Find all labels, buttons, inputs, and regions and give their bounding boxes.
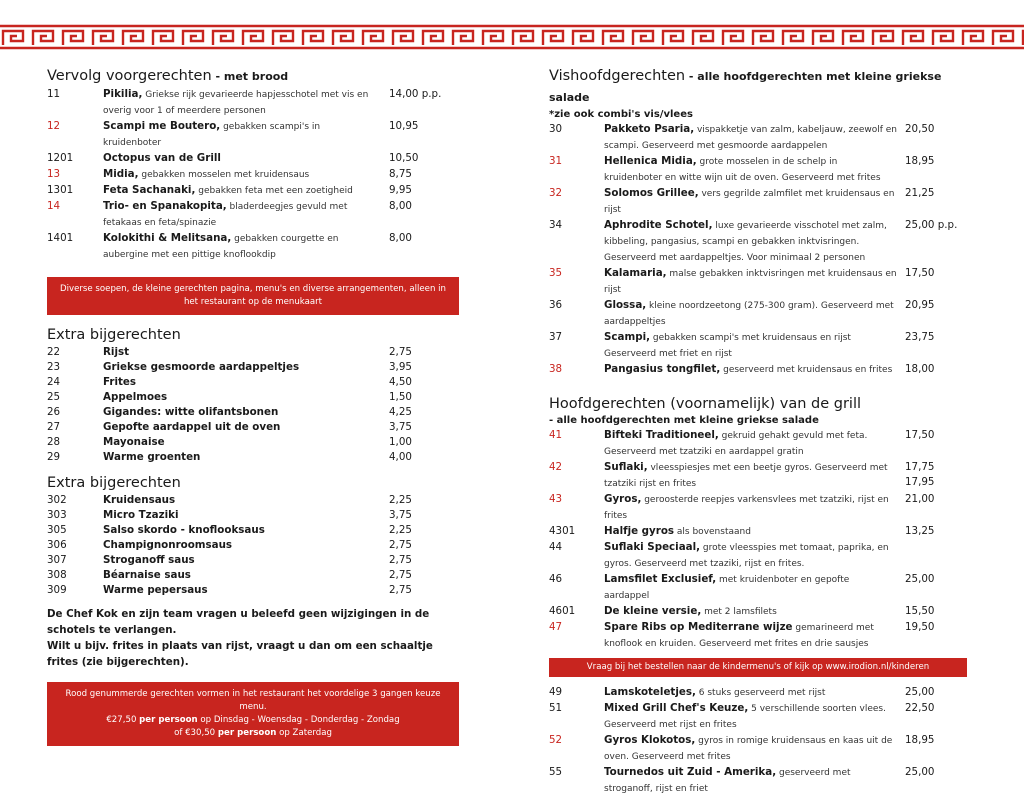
- item-number: 29: [47, 451, 61, 463]
- item-description: gebakken mosselen met kruidensaus: [138, 170, 310, 180]
- item-price: 10,95: [389, 120, 419, 132]
- item-price: 1,00: [389, 436, 412, 448]
- item-number: 14: [47, 200, 61, 212]
- menu-item: [47, 405, 459, 420]
- menu-item: [47, 231, 459, 263]
- item-number: 38: [549, 363, 563, 375]
- item-name: Salso skordo - knoflooksaus: [103, 524, 265, 536]
- menu-item: [47, 119, 459, 151]
- item-name: Gigandes: witte olifantsbonen: [103, 406, 279, 418]
- item-price: 2,75: [389, 539, 412, 551]
- menu-item: [549, 122, 967, 154]
- menu-item: [47, 420, 459, 435]
- item-description: als bovenstaand: [674, 527, 751, 537]
- item-number: 307: [47, 554, 67, 566]
- item-number: 36: [549, 299, 563, 311]
- sauzen-list: [47, 493, 459, 598]
- item-number: 43: [549, 493, 563, 505]
- item-name: Scampi,: [604, 331, 651, 343]
- item-price: 18,00: [905, 363, 935, 375]
- item-price: 4,25: [389, 406, 412, 418]
- item-number: 44: [549, 541, 563, 553]
- item-price: 20,50: [905, 123, 935, 135]
- menu-item: [47, 553, 459, 568]
- item-number: 42: [549, 461, 563, 473]
- item-description: bladerdeegjes gevuld met fetakaas en feta/spinazie: [103, 202, 348, 228]
- item-price: 10,50: [389, 152, 419, 164]
- item-name: Gyros,: [604, 493, 642, 505]
- item-name: Appelmoes: [103, 391, 168, 403]
- item-price: 2,75: [389, 584, 412, 596]
- item-description: gyros in romige kruidensaus en kaas uit de oven. Geserveerd met frites: [604, 736, 893, 762]
- item-name: Pakketo Psaria,: [604, 123, 695, 135]
- item-name: Suflaki,: [604, 461, 648, 473]
- item-price: 4,50: [389, 376, 412, 388]
- item-price: 3,95: [389, 361, 412, 373]
- chef-note: De Chef Kok en zijn team vragen u beleefd geen wijzigingen in de schotels te verlangen. Wilt u bijv. frites in plaats van rijst, vraagt u dan om een schaaltje frites (zie bijgerechten).: [47, 608, 433, 668]
- section-title-grill: Hoofdgerechten (voornamelijk) van de grill: [549, 396, 862, 412]
- menu-item: [549, 492, 967, 524]
- item-description: met kruidenboter en gepofte aardappel: [604, 575, 850, 601]
- item-name: Pikilia,: [103, 88, 143, 100]
- item-name: Kolokithi & Melitsana,: [103, 232, 232, 244]
- item-number: 41: [549, 429, 563, 441]
- menu-item: [549, 362, 967, 378]
- item-price: 4,00: [389, 451, 412, 463]
- item-name: De kleine versie,: [604, 605, 702, 617]
- grill-list: [549, 428, 967, 652]
- item-number: 1301: [47, 184, 74, 196]
- item-description: gebakken scampi's in kruidenboter: [103, 122, 321, 148]
- item-name: Pangasius tongfilet,: [604, 363, 721, 375]
- item-name: Spare Ribs op Mediterrane wijze: [604, 621, 793, 633]
- item-price: 25,00: [905, 686, 935, 698]
- menu-item: [549, 428, 967, 460]
- vis-list: [549, 122, 967, 378]
- item-name: Glossa,: [604, 299, 647, 311]
- menu-item: [549, 733, 967, 765]
- item-price: 2,25: [389, 494, 412, 506]
- item-description: grote vleesspies met tomaat, paprika, en gyros. Geserveerd met tzaziki, rijst en frites.: [604, 543, 889, 569]
- item-number: 23: [47, 361, 61, 373]
- menu-item: [549, 266, 967, 298]
- item-name: Suflaki Speciaal,: [604, 541, 701, 553]
- item-name: Warme groenten: [103, 451, 201, 463]
- menu-item: [47, 450, 459, 465]
- item-price: 2,75: [389, 569, 412, 581]
- item-name: Feta Sachanaki,: [103, 184, 196, 196]
- item-number: 305: [47, 524, 67, 536]
- item-name: Champignonroomsaus: [103, 539, 233, 551]
- item-price: 22,50: [905, 702, 935, 714]
- item-description: gebakken scampi's met kruidensaus en rijst Geserveerd met friet en rijst: [604, 333, 851, 359]
- item-number: 55: [549, 766, 563, 778]
- item-number: 34: [549, 219, 563, 231]
- item-description: malse gebakken inktvisringen met kruidensaus en rijst: [604, 269, 897, 295]
- item-description: Griekse rijk gevarieerde hapjesschotel met vis en overig voor 1 of meerdere personen: [103, 90, 369, 116]
- item-number: 1201: [47, 152, 74, 164]
- item-name: Bifteki Traditioneel,: [604, 429, 719, 441]
- item-name: Stroganoff saus: [103, 554, 195, 566]
- menu-item: [549, 218, 967, 266]
- item-price: 18,95: [905, 734, 935, 746]
- item-name: Kalamaria,: [604, 267, 667, 279]
- item-description: vispakketje van zalm, kabeljauw, zeewolf en scampi. Geserveerd met gesmoorde aardappelen: [604, 125, 897, 151]
- item-number: 308: [47, 569, 67, 581]
- item-price: 17,50: [905, 267, 935, 279]
- info-banner-kids: Vraag bij het bestellen naar de kindermenu's of kijk op www.irodion.nl/kinderen: [549, 658, 967, 677]
- item-price: 13,25: [905, 525, 935, 537]
- section-note-grill: - alle hoofdgerechten met kleine griekse salade: [549, 415, 819, 426]
- section-title-bijgerechten: Extra bijgerechten: [47, 327, 181, 343]
- item-name: Aphrodite Schotel,: [604, 219, 713, 231]
- section-title-sauzen: Extra bijgerechten: [47, 475, 181, 491]
- right-column: [549, 66, 967, 797]
- item-number: 24: [47, 376, 61, 388]
- item-number: 22: [47, 346, 61, 358]
- item-name: Frites: [103, 376, 137, 388]
- item-number: 11: [47, 88, 61, 100]
- item-price: 2,75: [389, 346, 412, 358]
- menu-item: [549, 298, 967, 330]
- item-price: 18,95: [905, 155, 935, 167]
- menu-item: [549, 604, 967, 620]
- item-number: 4301: [549, 525, 576, 537]
- menu-item: [549, 186, 967, 218]
- item-number: 35: [549, 267, 563, 279]
- item-number: 4601: [549, 605, 576, 617]
- item-description: met 2 lamsfilets: [701, 607, 777, 617]
- item-number: 27: [47, 421, 61, 433]
- menu-item: [549, 154, 967, 186]
- greek-key-border: [0, 22, 1024, 52]
- menu-item: [549, 460, 967, 492]
- item-name: Octopus van de Grill: [103, 152, 221, 164]
- item-name: Gyros Klokotos,: [604, 734, 696, 746]
- item-description: vleesspiesjes met een beetje gyros. Geserveerd met tzatziki rijst en frites: [604, 463, 888, 489]
- item-description: gebakken feta met een zoetigheid: [195, 186, 353, 196]
- item-description: vers gegrilde zalmfilet met kruidensaus en rijst: [604, 189, 895, 215]
- item-name: Scampi me Boutero,: [103, 120, 221, 132]
- menu-item: [47, 87, 459, 119]
- item-name: Halfje gyros: [604, 525, 675, 537]
- item-name: Béarnaise saus: [103, 569, 191, 581]
- item-description: luxe gevarieerde visschotel met zalm, kibbeling, pangasius, scampi en gebakken inktvisringen. Geserveerd met aardappeltjes. Voor minimaal 2 personen: [604, 221, 887, 263]
- item-name: Solomos Grillee,: [604, 187, 699, 199]
- item-name: Tournedos uit Zuid - Amerika,: [604, 766, 777, 778]
- item-description: geserveerd met kruidensaus en frites: [720, 365, 893, 375]
- item-price: 23,75: [905, 331, 935, 343]
- item-description: grote mosselen in de schelp in kruidenboter en witte wijn uit de oven. Geserveerd met frites: [604, 157, 881, 183]
- item-price: 1,50: [389, 391, 412, 403]
- item-number: 52: [549, 734, 563, 746]
- voorgerechten-list: [47, 87, 459, 263]
- item-name: Lamsfilet Exclusief,: [604, 573, 717, 585]
- menu-item: [47, 151, 459, 167]
- item-price: 19,50: [905, 621, 935, 633]
- item-name: Mixed Grill Chef's Keuze,: [604, 702, 749, 714]
- item-name: Hellenica Midia,: [604, 155, 697, 167]
- item-number: 28: [47, 436, 61, 448]
- bijgerechten-list: [47, 345, 459, 465]
- item-price: 25,00 p.p.: [905, 219, 958, 231]
- menu-item: [47, 538, 459, 553]
- menu-item: [47, 199, 459, 231]
- item-name: Rijst: [103, 346, 130, 358]
- menu-item: [549, 540, 967, 572]
- left-column: [47, 66, 459, 746]
- item-number: 46: [549, 573, 563, 585]
- item-name: Gepofte aardappel uit de oven: [103, 421, 281, 433]
- item-number: 49: [549, 686, 563, 698]
- item-number: 303: [47, 509, 67, 521]
- item-name: Micro Tzaziki: [103, 509, 179, 521]
- section-title-vis: Vishoofdgerechten - alle hoofdgerechten met kleine griekse salade: [549, 68, 942, 104]
- item-description: geserveerd met stroganoff, rijst en friet: [604, 768, 851, 794]
- item-number: 47: [549, 621, 563, 633]
- item-price: 21,25: [905, 187, 935, 199]
- item-price: 15,50: [905, 605, 935, 617]
- item-description: gebakken courgette en aubergine met een pittige knoflookdip: [103, 234, 339, 260]
- item-number: 309: [47, 584, 67, 596]
- item-price: 2,25: [389, 524, 412, 536]
- item-description: geroosterde reepjes varkensvlees met tzatziki, rijst en frites: [604, 495, 889, 521]
- item-price: 3,75: [389, 509, 412, 521]
- item-name: Warme pepersaus: [103, 584, 208, 596]
- menu-item: [549, 620, 967, 652]
- menu-item: [549, 330, 967, 362]
- item-number: 32: [549, 187, 563, 199]
- item-number: 37: [549, 331, 563, 343]
- item-number: 12: [47, 120, 61, 132]
- item-price: 25,00: [905, 766, 935, 778]
- menu-item: [549, 524, 967, 540]
- item-number: 30: [549, 123, 563, 135]
- item-number: 306: [47, 539, 67, 551]
- item-price: 8,75: [389, 168, 412, 180]
- item-number: 302: [47, 494, 67, 506]
- item-number: 13: [47, 168, 61, 180]
- item-price: 2,75: [389, 554, 412, 566]
- menu-item: [47, 183, 459, 199]
- item-price: 8,00: [389, 200, 412, 212]
- menu-item: [47, 568, 459, 583]
- menu-item: [549, 701, 967, 733]
- item-name: Griekse gesmoorde aardappeltjes: [103, 361, 300, 373]
- menu-item: [549, 572, 967, 604]
- item-number: 26: [47, 406, 61, 418]
- item-description: 6 stuks geserveerd met rijst: [695, 688, 826, 698]
- menu-item: [47, 345, 459, 360]
- grill-list-2: [549, 685, 967, 797]
- item-number: 25: [47, 391, 61, 403]
- item-price: 8,00: [389, 232, 412, 244]
- info-banner-menu: Rood genummerde gerechten vormen in het restaurant het voordelige 3 gangen keuze menu. €27,50 per persoon op Dinsdag - Woensdag - Donderdag - Zondag of €30,50 per persoon op Zaterdag: [47, 682, 459, 746]
- item-price: 9,95: [389, 184, 412, 196]
- item-number: 31: [549, 155, 563, 167]
- item-price: 25,00: [905, 573, 935, 585]
- menu-item: [549, 685, 967, 701]
- item-price: 20,95: [905, 299, 935, 311]
- item-number: 51: [549, 702, 563, 714]
- menu-item: [47, 375, 459, 390]
- item-price: 21,00: [905, 493, 935, 505]
- section-note-vis: *zie ook combi's vis/vlees: [549, 109, 693, 120]
- item-price: 17,75 17,95: [905, 461, 935, 488]
- item-name: Trio- en Spanakopita,: [103, 200, 227, 212]
- info-banner-soups: Diverse soepen, de kleine gerechten pagina, menu's en diverse arrangementen, alleen in het restaurant op de menukaart: [47, 277, 459, 315]
- item-description: gemarineerd met knoflook en kruiden. Geserveerd met frites en drie sausjes: [604, 623, 874, 649]
- menu-item: [47, 493, 459, 508]
- item-name: Lamskoteletjes,: [604, 686, 696, 698]
- menu-item: [549, 765, 967, 797]
- item-name: Mayonaise: [103, 436, 165, 448]
- item-price: 3,75: [389, 421, 412, 433]
- menu-item: [47, 167, 459, 183]
- item-name: Midia,: [103, 168, 139, 180]
- item-number: 1401: [47, 232, 74, 244]
- menu-item: [47, 583, 459, 598]
- menu-item: [47, 435, 459, 450]
- menu-item: [47, 508, 459, 523]
- section-title-voorgerechten: Vervolg voorgerechten - met brood: [47, 68, 289, 84]
- menu-item: [47, 360, 459, 375]
- item-name: Kruidensaus: [103, 494, 176, 506]
- menu-item: [47, 523, 459, 538]
- item-price: 17,50: [905, 429, 935, 441]
- menu-item: [47, 390, 459, 405]
- item-description: gekruid gehakt gevuld met feta. Geserveerd met tzatziki en aardappel gratin: [604, 431, 868, 457]
- item-description: kleine noordzeetong (275-300 gram). Geserveerd met aardappeltjes: [604, 301, 894, 327]
- item-price: 14,00 p.p.: [389, 88, 442, 100]
- item-description: 5 verschillende soorten vlees. Geserveerd met rijst en frites: [604, 704, 886, 730]
